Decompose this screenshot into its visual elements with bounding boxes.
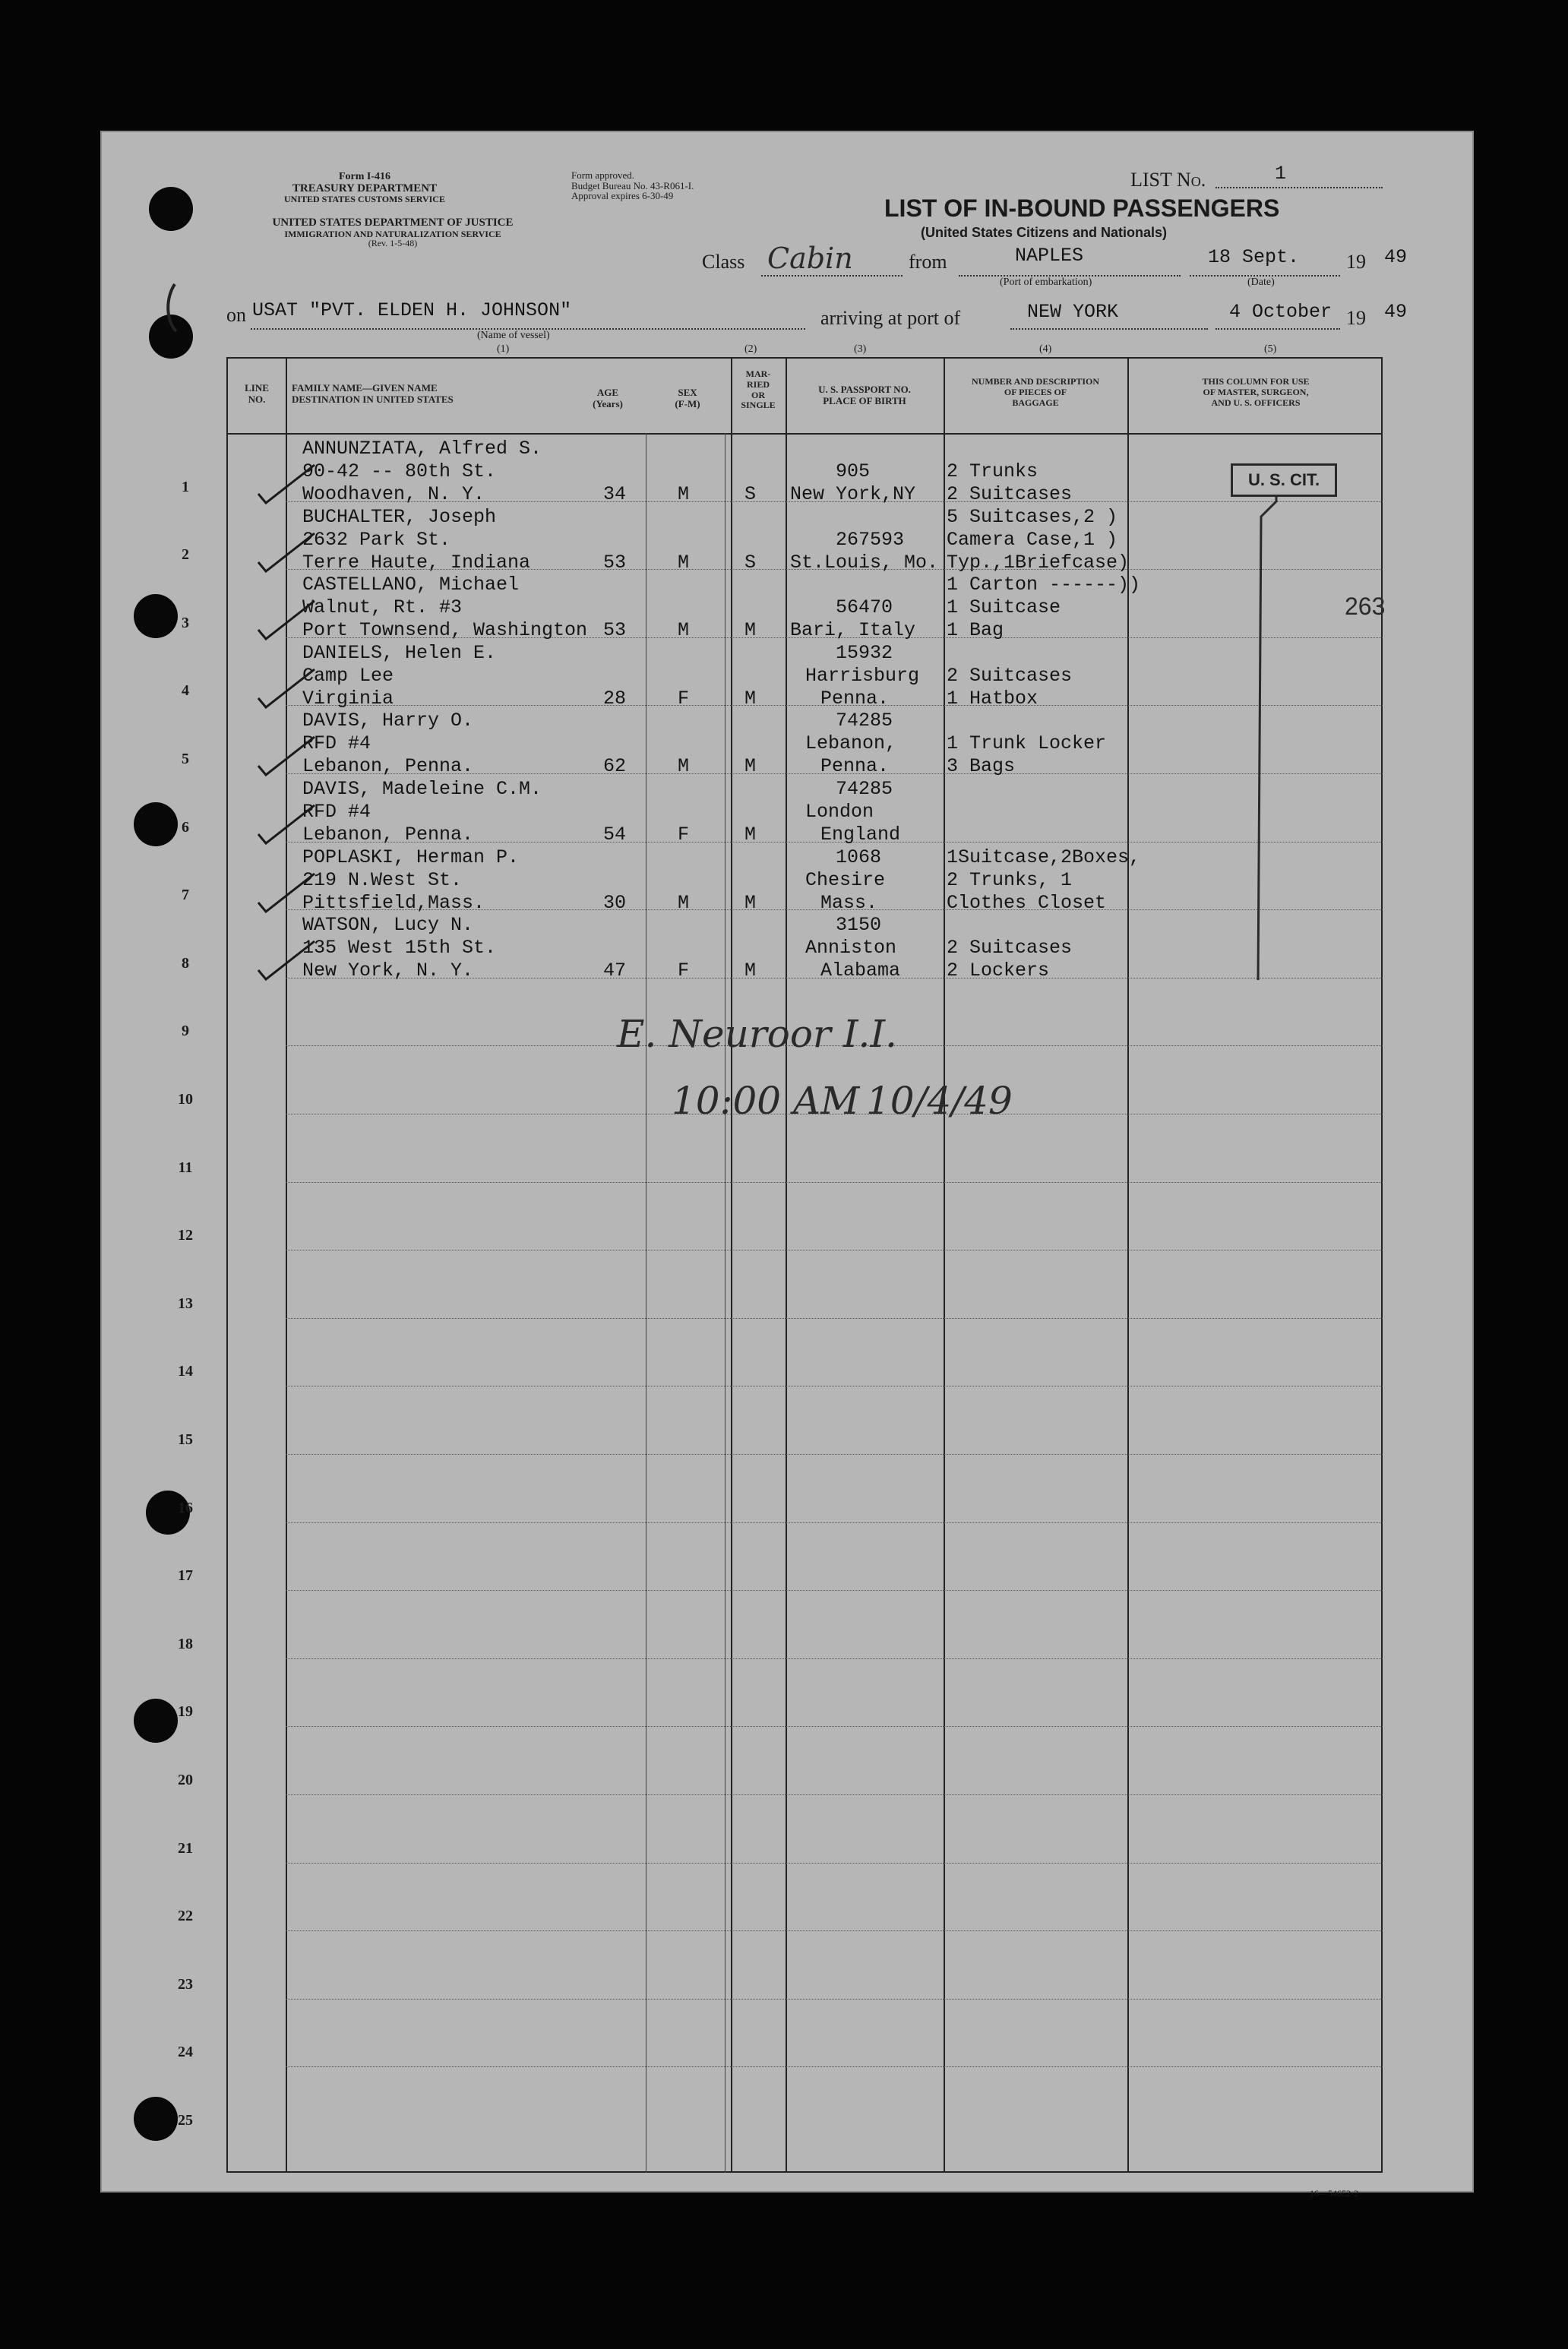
passenger-address: 90-42 -- 80th St.	[302, 460, 497, 482]
passenger-city: Virginia	[302, 687, 394, 710]
line-number: 15	[178, 1431, 193, 1448]
line-number: 16	[178, 1499, 193, 1516]
passenger-sex: M	[678, 891, 690, 914]
line-number: 4	[182, 682, 189, 700]
line-number: 11	[178, 1159, 193, 1176]
passenger-name: POPLASKI, Herman P.	[302, 846, 520, 868]
passenger-city: Woodhaven, N. Y.	[302, 483, 485, 505]
passenger-name: DAVIS, Madeleine C.M.	[302, 778, 542, 800]
baggage-item: 2 Lockers	[947, 960, 1050, 982]
binder-hole	[149, 187, 193, 231]
place-of-birth: London	[805, 801, 874, 823]
margin-number: 263	[1345, 593, 1386, 620]
inspector-signature: E. Neuroor I.I.	[617, 1012, 898, 1056]
line-number: 6	[182, 818, 189, 836]
arrival-date: 4 October	[1229, 301, 1332, 323]
vessel-name: USAT "PVT. ELDEN H. JOHNSON"	[252, 299, 572, 321]
passenger-age: 54	[603, 824, 627, 846]
place-of-birth: Harrisburg	[805, 664, 920, 687]
check-mark	[251, 801, 319, 846]
passport-number: 74285	[836, 710, 893, 732]
arriving-label: arriving at port of	[820, 307, 961, 329]
list-title: LIST OF IN-BOUND PASSENGERS	[884, 194, 1280, 222]
line-number: 7	[182, 887, 189, 904]
passenger-marital: S	[744, 551, 757, 574]
line-number: 23	[178, 1975, 193, 1993]
line-number: 17	[178, 1567, 193, 1585]
passenger-city: New York, N. Y.	[302, 960, 474, 982]
passenger-name: CASTELLANO, Michael	[302, 574, 520, 596]
passenger-marital: M	[744, 824, 757, 846]
passenger-marital: M	[744, 755, 757, 778]
passenger-age: 34	[603, 483, 627, 505]
col-header-name: FAMILY NAME—GIVEN NAME DESTINATION IN UNITED STATES	[292, 382, 454, 405]
col-header-officers: THIS COLUMN FOR USE OF MASTER, SURGEON, AND U. S. OFFICERS	[1202, 376, 1310, 408]
check-mark	[251, 529, 319, 574]
list-no-underline	[1216, 187, 1383, 188]
line-number: 24	[178, 2044, 193, 2061]
immigration-service: IMMIGRATION AND NATURALIZATION SERVICE	[284, 228, 501, 239]
date-caption: (Date)	[1247, 277, 1275, 288]
passenger-name: BUCHALTER, Joseph	[302, 505, 497, 528]
passenger-marital: M	[744, 960, 757, 982]
passenger-address: RFD #4	[302, 732, 371, 755]
passenger-name: DANIELS, Helen E.	[302, 641, 497, 664]
check-mark	[251, 665, 319, 710]
place-of-birth: England	[820, 824, 901, 846]
baggage-item: Camera Case,1 )	[947, 528, 1118, 551]
row-divider	[286, 1863, 1383, 1864]
list-subtitle: (United States Citizens and Nationals)	[921, 225, 1168, 240]
column-divider	[731, 359, 732, 2173]
arrival-date-underline	[1216, 328, 1340, 330]
list-no-label: LIST No.	[1130, 169, 1206, 191]
row-divider	[286, 1658, 1383, 1659]
passenger-marital: M	[744, 687, 757, 710]
passenger-address: 2632 Park St.	[302, 528, 451, 551]
from-label: from	[909, 251, 947, 273]
line-number: 21	[178, 1839, 193, 1857]
passenger-address: Camp Lee	[302, 664, 394, 687]
baggage-item: 5 Suitcases,2 )	[947, 505, 1118, 528]
place-of-birth: Chesire	[805, 868, 886, 891]
passport-number: 1068	[836, 846, 882, 868]
column-number: (5)	[1264, 343, 1277, 355]
baggage-item: 2 Suitcases	[947, 483, 1073, 505]
passenger-city: Lebanon, Penna.	[302, 824, 474, 846]
passport-number: 15932	[836, 641, 893, 664]
passport-number: 267593	[836, 528, 905, 551]
col-header-sex: SEX (F-M)	[675, 387, 700, 409]
place-of-birth: Bari, Italy	[790, 619, 916, 642]
passenger-sex: M	[678, 483, 690, 505]
passenger-marital: S	[744, 483, 757, 505]
passenger-name: ANNUNZIATA, Alfred S.	[302, 438, 542, 460]
passenger-age: 53	[603, 551, 627, 574]
baggage-item: 1 Suitcase	[947, 596, 1061, 619]
passport-number: 905	[836, 460, 871, 482]
class-label: Class	[702, 251, 745, 273]
line-number: 13	[178, 1295, 193, 1312]
baggage-item: 2 Trunks	[947, 460, 1038, 482]
column-divider	[725, 433, 726, 2173]
col-header-passport: U. S. PASSPORT NO. PLACE OF BIRTH	[818, 384, 911, 406]
inspection-date: 10/4/49	[866, 1079, 1013, 1123]
baggage-item: Typ.,1Briefcase)	[947, 551, 1130, 574]
class-value: Cabin	[767, 242, 853, 275]
passenger-age: 28	[603, 687, 627, 710]
line-number: 20	[178, 1772, 193, 1788]
treasury-department: TREASURY DEPARTMENT	[292, 182, 438, 194]
approval-expires: Approval expires 6-30-49	[571, 190, 674, 202]
passenger-address: 135 West 15th St.	[302, 937, 497, 960]
us-citizen-stamp: U. S. CIT.	[1231, 463, 1337, 497]
col-header-baggage: NUMBER AND DESCRIPTION OF PIECES OF BAGGAGE	[971, 376, 1100, 408]
passenger-name: DAVIS, Harry O.	[302, 710, 474, 732]
line-number: 25	[178, 2112, 193, 2129]
departure-date: 18 Sept.	[1208, 246, 1300, 268]
row-divider	[286, 1794, 1383, 1795]
baggage-item: 2 Suitcases	[947, 937, 1073, 960]
pen-mark	[160, 283, 190, 336]
passenger-sex: M	[678, 619, 690, 642]
class-underline	[761, 275, 903, 277]
column-number: (4)	[1039, 343, 1052, 355]
row-divider	[286, 2066, 1383, 2067]
line-number: 3	[182, 614, 189, 631]
port-embarkation: NAPLES	[1015, 245, 1084, 267]
row-divider	[286, 1999, 1383, 2000]
justice-department: UNITED STATES DEPARTMENT OF JUSTICE	[272, 217, 514, 229]
approval-block	[571, 170, 776, 201]
line-number: 14	[178, 1363, 193, 1380]
revision: (Rev. 1-5-48)	[368, 238, 418, 249]
line-number: 2	[182, 546, 189, 564]
place-of-birth: Penna.	[820, 755, 890, 778]
line-number: 19	[178, 1703, 193, 1721]
row-divider	[286, 1454, 1383, 1455]
form-approved: Form approved.	[571, 169, 635, 181]
row-divider	[286, 1318, 1383, 1319]
print-code: 16—54652-2	[1310, 2188, 1358, 2199]
port-caption: (Port of embarkation)	[1000, 277, 1092, 288]
passenger-marital: M	[744, 619, 757, 642]
header-rule	[226, 433, 1383, 435]
col-header-married: MAR- RIED OR SINGLE	[741, 368, 776, 411]
line-number: 8	[182, 954, 189, 972]
list-no-value: 1	[1275, 163, 1287, 185]
row-divider	[286, 1182, 1383, 1183]
column-divider	[944, 359, 945, 2173]
arrival-port: NEW YORK	[1027, 301, 1119, 323]
arrival-year-prefix: 19	[1346, 307, 1366, 329]
baggage-item: 2 Trunks, 1	[947, 868, 1073, 891]
column-divider	[786, 359, 787, 2173]
column-number: (1)	[497, 343, 510, 355]
line-number: 5	[182, 751, 189, 767]
passenger-age: 53	[603, 619, 627, 642]
departure-year: 49	[1384, 246, 1408, 268]
passenger-name: WATSON, Lucy N.	[302, 914, 474, 937]
justice-header	[214, 217, 571, 248]
passenger-marital: M	[744, 891, 757, 914]
place-of-birth: New York,NY	[790, 483, 916, 505]
budget-bureau: Budget Bureau No. 43-R061-I.	[571, 179, 694, 191]
column-divider	[1127, 359, 1129, 2173]
passenger-sex: F	[678, 824, 690, 846]
passenger-city: Terre Haute, Indiana	[302, 551, 531, 574]
row-divider	[286, 1726, 1383, 1727]
passenger-sex: F	[678, 687, 690, 710]
line-number: 22	[178, 1908, 193, 1925]
line-number: 9	[182, 1023, 189, 1040]
baggage-item: 2 Suitcases	[947, 664, 1073, 687]
col-header-age: AGE (Years)	[593, 387, 623, 409]
customs-service: UNITED STATES CUSTOMS SERVICE	[284, 194, 445, 205]
passenger-address: RFD #4	[302, 801, 371, 823]
column-number: (3)	[854, 343, 867, 355]
baggage-item: 1Suitcase,2Boxes,	[947, 846, 1141, 868]
passenger-address: Walnut, Rt. #3	[302, 596, 463, 619]
check-mark	[251, 937, 319, 982]
line-number: 12	[178, 1227, 193, 1244]
passport-number: 74285	[836, 778, 893, 800]
passenger-age: 62	[603, 755, 627, 778]
arrival-year: 49	[1384, 301, 1408, 323]
line-number: 18	[178, 1635, 193, 1652]
passenger-sex: M	[678, 755, 690, 778]
passport-number: 56470	[836, 596, 893, 619]
col-header-line: LINE NO.	[245, 382, 269, 405]
baggage-item: 3 Bags	[947, 755, 1016, 778]
form-header-left	[228, 172, 501, 204]
form-number: Form I-416	[338, 171, 391, 182]
place-of-birth: St.Louis, Mo.	[790, 551, 939, 574]
row-divider	[286, 1590, 1383, 1591]
place-of-birth: Alabama	[820, 960, 901, 982]
passenger-city: Pittsfield,Mass.	[302, 891, 485, 914]
place-of-birth: Mass.	[820, 891, 878, 914]
passenger-city: Port Townsend, Washington	[302, 619, 588, 642]
row-divider	[286, 1930, 1383, 1931]
on-label: on	[226, 304, 246, 326]
place-of-birth: Anniston	[805, 937, 897, 960]
row-divider	[286, 1522, 1383, 1523]
passenger-age: 30	[603, 891, 627, 914]
baggage-item: 1 Hatbox	[947, 687, 1038, 710]
line-number: 1	[182, 478, 189, 495]
line-number: 10	[178, 1091, 193, 1108]
arrival-port-underline	[1010, 328, 1208, 330]
place-of-birth: Lebanon,	[805, 732, 897, 755]
bracket-line	[1246, 494, 1291, 988]
check-mark	[251, 732, 319, 778]
check-mark	[251, 460, 319, 506]
passenger-age: 47	[603, 960, 627, 982]
departure-year-prefix: 19	[1346, 251, 1366, 273]
baggage-item: 1 Trunk Locker	[947, 732, 1107, 755]
passenger-address: 219 N.West St.	[302, 868, 463, 891]
vessel-caption: (Name of vessel)	[477, 330, 550, 341]
passenger-sex: M	[678, 551, 690, 574]
baggage-item: Clothes Closet	[947, 891, 1107, 914]
place-of-birth: Penna.	[820, 687, 890, 710]
passenger-city: Lebanon, Penna.	[302, 755, 474, 778]
passenger-sex: F	[678, 960, 690, 982]
baggage-item: 1 Carton ------))	[947, 574, 1141, 596]
passport-number: 3150	[836, 914, 882, 937]
inspection-time: 10:00 AM	[672, 1079, 860, 1123]
check-mark	[251, 869, 319, 915]
column-number: (2)	[744, 343, 757, 355]
check-mark	[251, 596, 319, 642]
baggage-item: 1 Bag	[947, 619, 1004, 642]
